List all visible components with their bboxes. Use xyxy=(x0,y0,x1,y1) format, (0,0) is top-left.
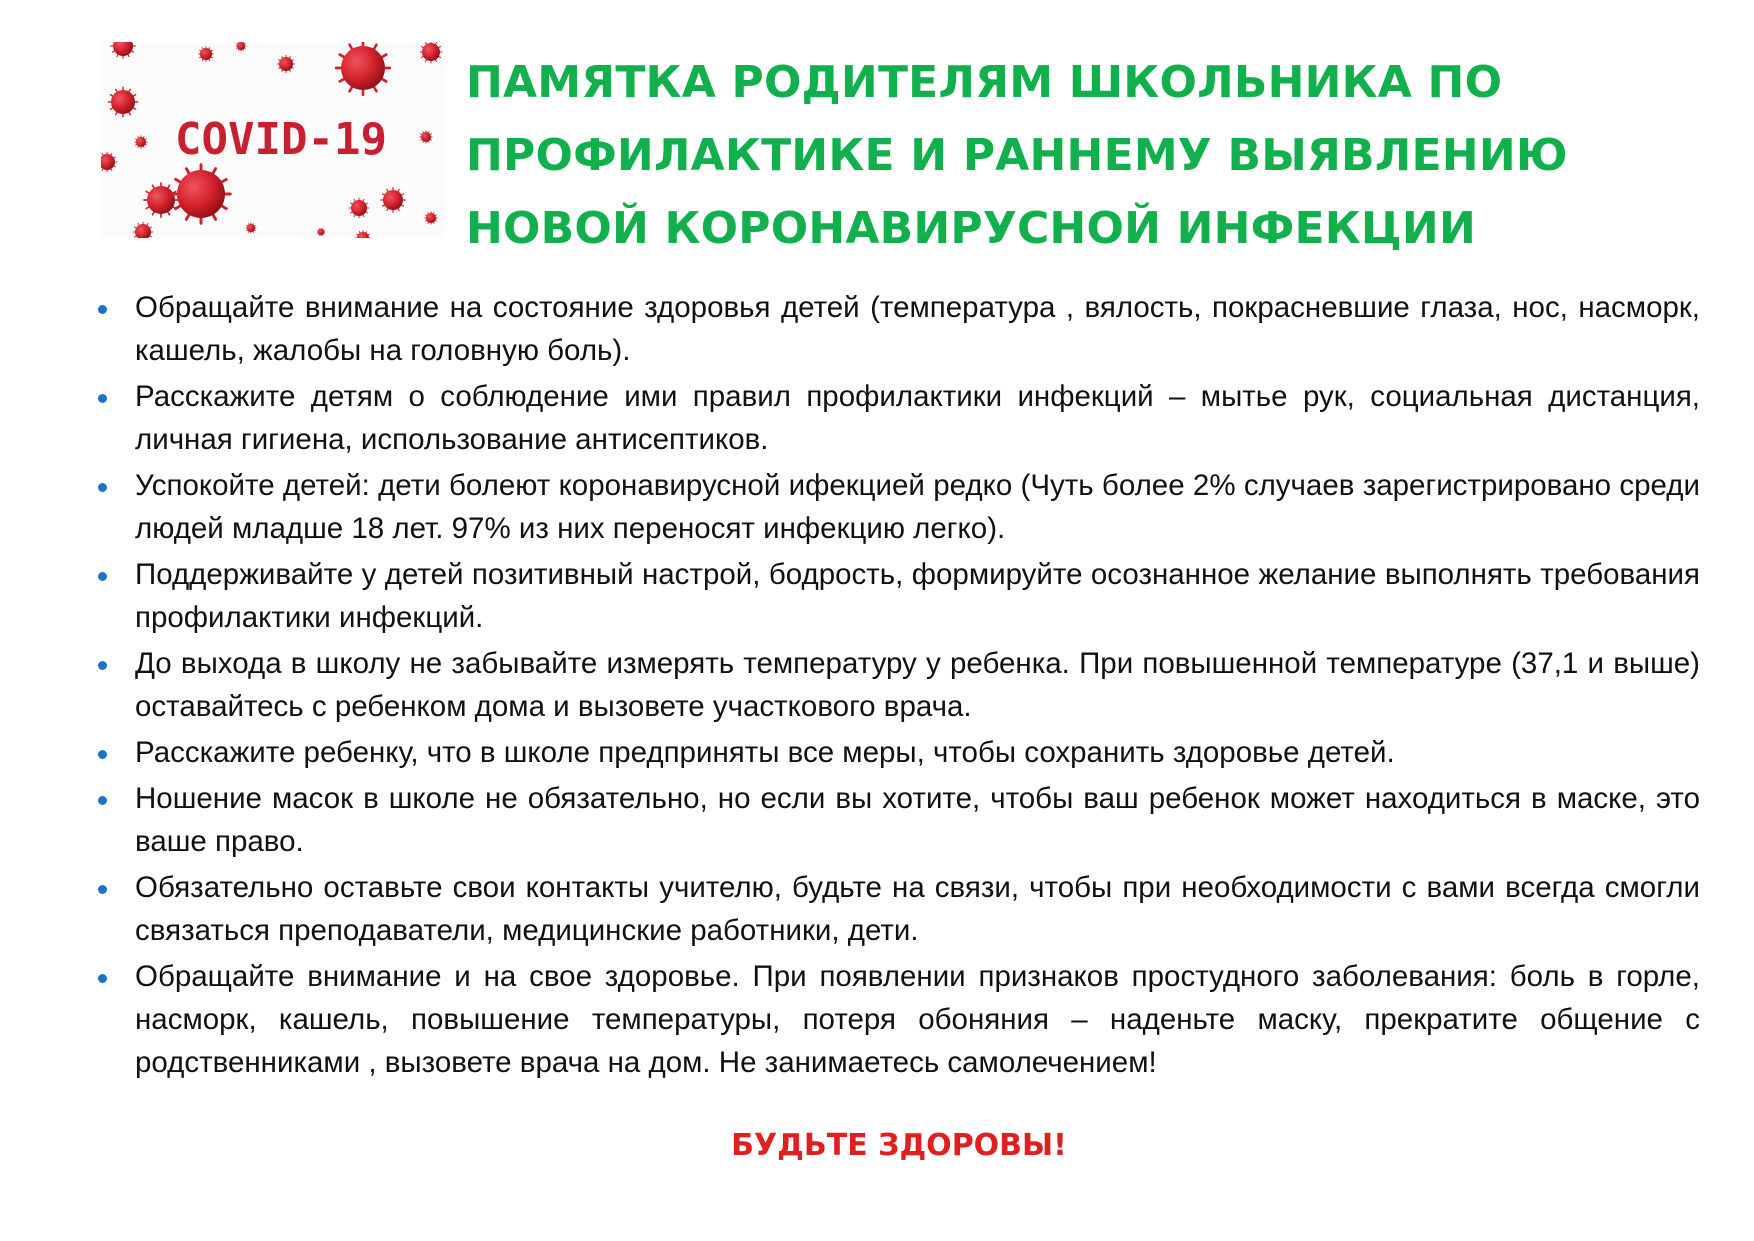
bullet-icon xyxy=(98,796,107,805)
list-item-text: Расскажите детям о соблюдение ими правил профилактики инфекций – мытье рук, социальная дистанция, личная гигиена, использование антисептиков. xyxy=(135,380,1700,456)
virus-particle xyxy=(172,165,231,224)
bullet-icon xyxy=(98,661,107,670)
virus-particle xyxy=(111,42,135,58)
virus-particle xyxy=(356,231,371,238)
list-item xyxy=(98,464,1700,550)
list-item xyxy=(98,955,1700,1084)
list-item xyxy=(98,777,1700,863)
virus-particle xyxy=(349,198,369,218)
list-item-text: Успокойте детей: дети болеют коронавирусной ифекцией редко (Чуть более 2% случаев зарегистрировано среди людей младше 18 лет. 97% из них переносят инфекцию легко). xyxy=(135,469,1700,545)
title-line: ПРОФИЛАКТИКЕ И РАННЕМУ ВЫЯВЛЕНИЮ xyxy=(466,130,1568,181)
page-title xyxy=(466,46,1696,265)
list-item xyxy=(98,553,1700,639)
virus-particle xyxy=(277,55,294,72)
virus-illustration xyxy=(101,42,445,238)
virus-particle xyxy=(236,42,246,51)
title-line: ПАМЯТКА РОДИТЕЛЯМ ШКОЛЬНИКА ПО xyxy=(466,57,1503,108)
virus-particle xyxy=(101,152,117,172)
virus-particle xyxy=(420,42,442,63)
virus-particle xyxy=(420,131,432,143)
bullet-icon xyxy=(98,572,107,581)
virus-particle xyxy=(425,212,437,224)
list-item-text: Поддерживайте у детей позитивный настрой, бодрость, формируйте осознанное желание выполнять требования профилактики инфекций. xyxy=(135,558,1700,634)
list-item xyxy=(98,731,1700,774)
list-item xyxy=(98,866,1700,952)
virus-particle xyxy=(381,188,405,212)
virus-particle xyxy=(135,136,147,148)
list-item xyxy=(98,642,1700,728)
covid-banner-image xyxy=(101,42,445,238)
list-item-text: Обращайте внимание и на свое здоровье. При появлении признаков простудного заболевания: боль в горле, насморк, кашель, повышение температуры, потеря обоняния – наденьте маску, прекратите общение с родственниками , вызовете врача на дом. Не занимаетесь самолечением! xyxy=(135,960,1700,1079)
bullet-icon xyxy=(98,750,107,759)
virus-particle xyxy=(144,183,178,217)
list-item-text: Расскажите ребенку, что в школе предприняты все меры, чтобы сохранить здоровье детей. xyxy=(135,736,1395,769)
virus-particle xyxy=(108,87,137,116)
list-item-text: Ношение масок в школе не обязательно, но если вы хотите, чтобы ваш ребенок может находиться в маске, это ваше право. xyxy=(135,782,1700,858)
bullet-icon xyxy=(98,483,107,492)
bullet-icon xyxy=(98,394,107,403)
list-item xyxy=(98,375,1700,461)
covid-19-label: COVID-19 xyxy=(175,114,387,165)
list-item-text: До выхода в школу не забывайте измерять температуру у ребенка. При повышенной температуре (37,1 и выше) оставайтесь с ребенком дома и вызовете участкового врача. xyxy=(135,647,1700,723)
virus-particle xyxy=(246,223,256,233)
list-item xyxy=(98,286,1700,372)
bullet-icon xyxy=(98,305,107,314)
title-line: НОВОЙ КОРОНАВИРУСНОЙ ИНФЕКЦИИ xyxy=(466,203,1476,254)
bullet-icon xyxy=(98,974,107,983)
virus-particle xyxy=(336,42,390,95)
virus-particle xyxy=(317,228,324,235)
list-item-text: Обязательно оставьте свои контакты учителю, будьте на связи, чтобы при необходимости с вами всегда смогли связаться преподаватели, медицинские работники, дети. xyxy=(135,871,1700,947)
list-item-text: Обращайте внимание на состояние здоровья детей (температура , вялость, покрасневшие глаза, нос, насморк, кашель, жалобы на головную боль). xyxy=(135,291,1700,367)
virus-particle xyxy=(199,47,214,62)
bullet-icon xyxy=(98,885,107,894)
virus-particle xyxy=(133,222,153,238)
closing-slogan: БУДЬТЕ ЗДОРОВЫ! xyxy=(731,1128,1067,1163)
advice-list xyxy=(98,286,1700,1087)
